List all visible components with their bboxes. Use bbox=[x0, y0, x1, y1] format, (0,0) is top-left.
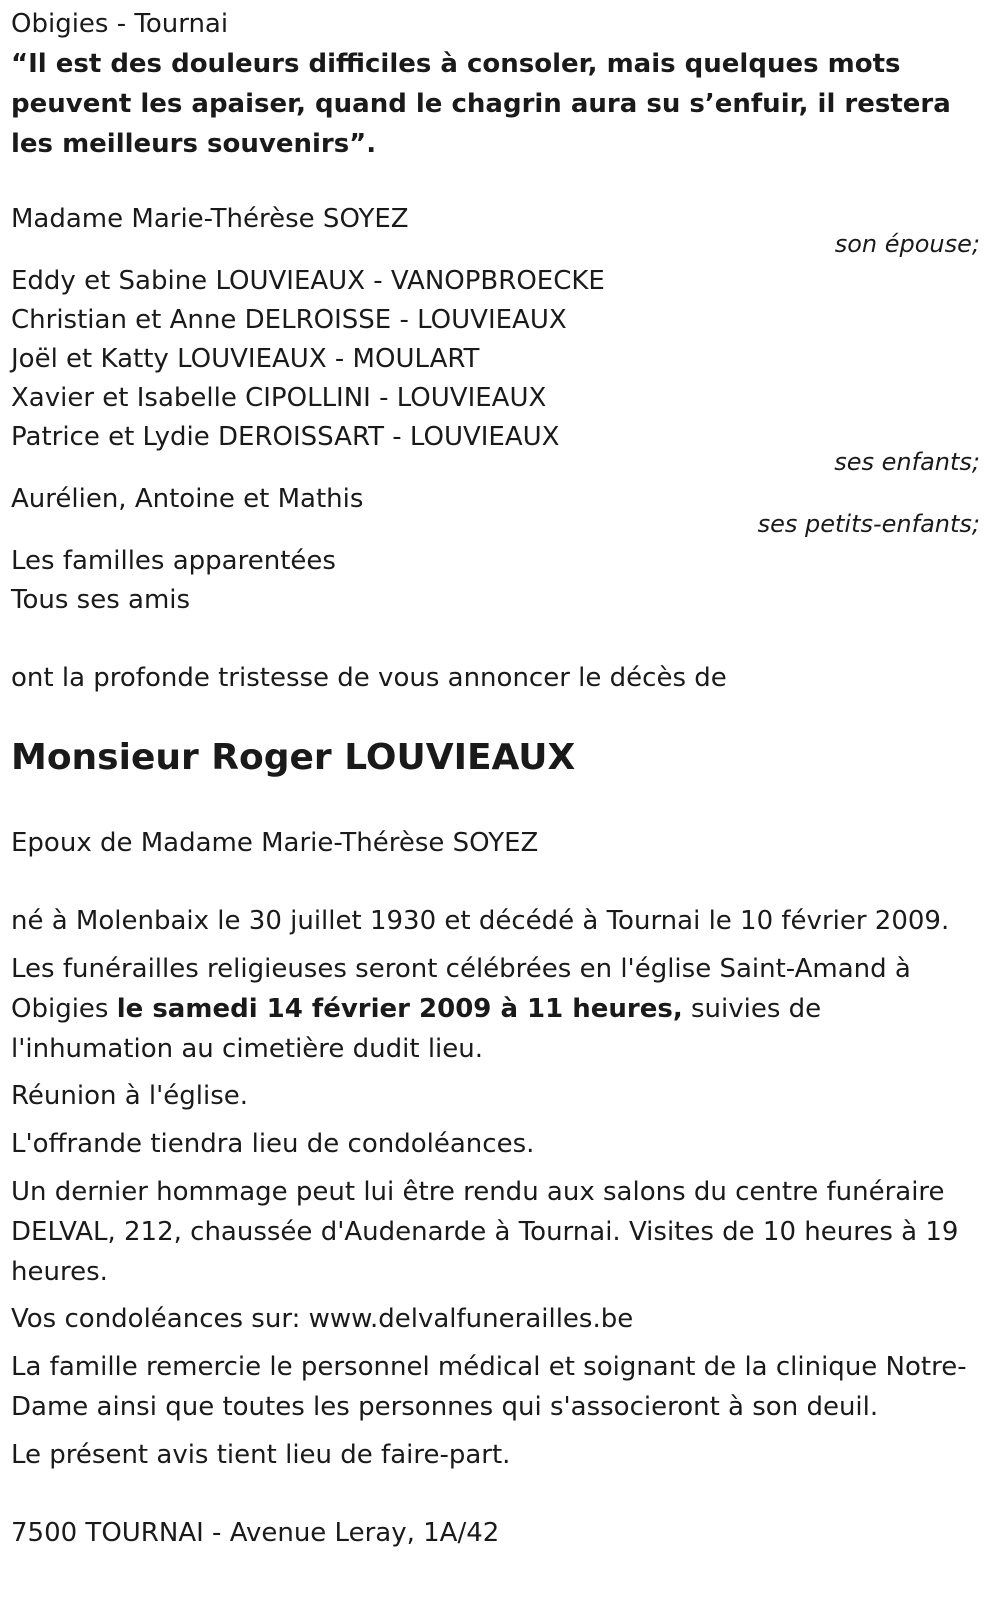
spouse-role: son épouse; bbox=[834, 230, 980, 258]
grandchildren-role: ses petits-enfants; bbox=[757, 510, 980, 538]
notice-info: Le présent avis tient lieu de faire-part. bbox=[11, 1440, 511, 1470]
spouse-of: Epoux de Madame Marie-Thérèse SOYEZ bbox=[11, 828, 539, 858]
children-role: ses enfants; bbox=[834, 448, 980, 476]
condolences-info: Vos condoléances sur: www.delvalfunerailles.be bbox=[11, 1304, 634, 1334]
child-4: Xavier et Isabelle CIPOLLINI - LOUVIEAUX bbox=[11, 383, 547, 413]
thanks-info: La famille remercie le personnel médical et soignant de la clinique Notre-Dame ainsi que toutes les personnes qui s'associeront à son deuil. bbox=[11, 1352, 967, 1422]
obituary-notice bbox=[11, 0, 989, 1604]
funeral-text-end: suivies de l'inhumation au cimetière dudit lieu. bbox=[11, 994, 822, 1064]
funeral-date-time: le samedi 14 février 2009 à 11 heures, bbox=[116, 994, 683, 1024]
child-2: Christian et Anne DELROISSE - LOUVIEAUX bbox=[11, 305, 567, 335]
spouse-name: Madame Marie-Thérèse SOYEZ bbox=[11, 204, 409, 234]
deceased-name: Monsieur Roger LOUVIEAUX bbox=[11, 737, 576, 778]
friends: Tous ses amis bbox=[11, 585, 191, 615]
tribute-info: Un dernier hommage peut lui être rendu aux salons du centre funéraire DELVAL, 212, chaussée d'Audenarde à Tournai. Visites de 10 heures à 19 heures. bbox=[11, 1177, 959, 1287]
funeral-details bbox=[11, 949, 986, 1069]
child-5: Patrice et Lydie DEROISSART - LOUVIEAUX bbox=[11, 422, 560, 452]
announcement-intro: ont la profonde tristesse de vous annoncer le décès de bbox=[11, 663, 727, 693]
funeral-text-start: Les funérailles religieuses seront célébrées en l'église Saint-Amand à Obigies bbox=[11, 954, 911, 1024]
address: 7500 TOURNAI - Avenue Leray, 1A/42 bbox=[11, 1518, 500, 1548]
meeting-info: Réunion à l'église. bbox=[11, 1081, 249, 1111]
offering-info: L'offrande tiendra lieu de condoléances. bbox=[11, 1129, 535, 1159]
grandchildren-names: Aurélien, Antoine et Mathis bbox=[11, 484, 364, 514]
relatives: Les familles apparentées bbox=[11, 546, 336, 576]
quote: “Il est des douleurs difficiles à consoler, mais quelques mots peuvent les apaiser, quand le chagrin aura su s’enfuir, il restera les meilleurs souvenirs”. bbox=[11, 49, 951, 159]
child-3: Joël et Katty LOUVIEAUX - MOULART bbox=[11, 344, 480, 374]
birth-death: né à Molenbaix le 30 juillet 1930 et décédé à Tournai le 10 février 2009. bbox=[11, 906, 950, 936]
location-line: Obigies - Tournai bbox=[11, 9, 229, 39]
child-1: Eddy et Sabine LOUVIEAUX - VANOPBROECKE bbox=[11, 266, 605, 296]
